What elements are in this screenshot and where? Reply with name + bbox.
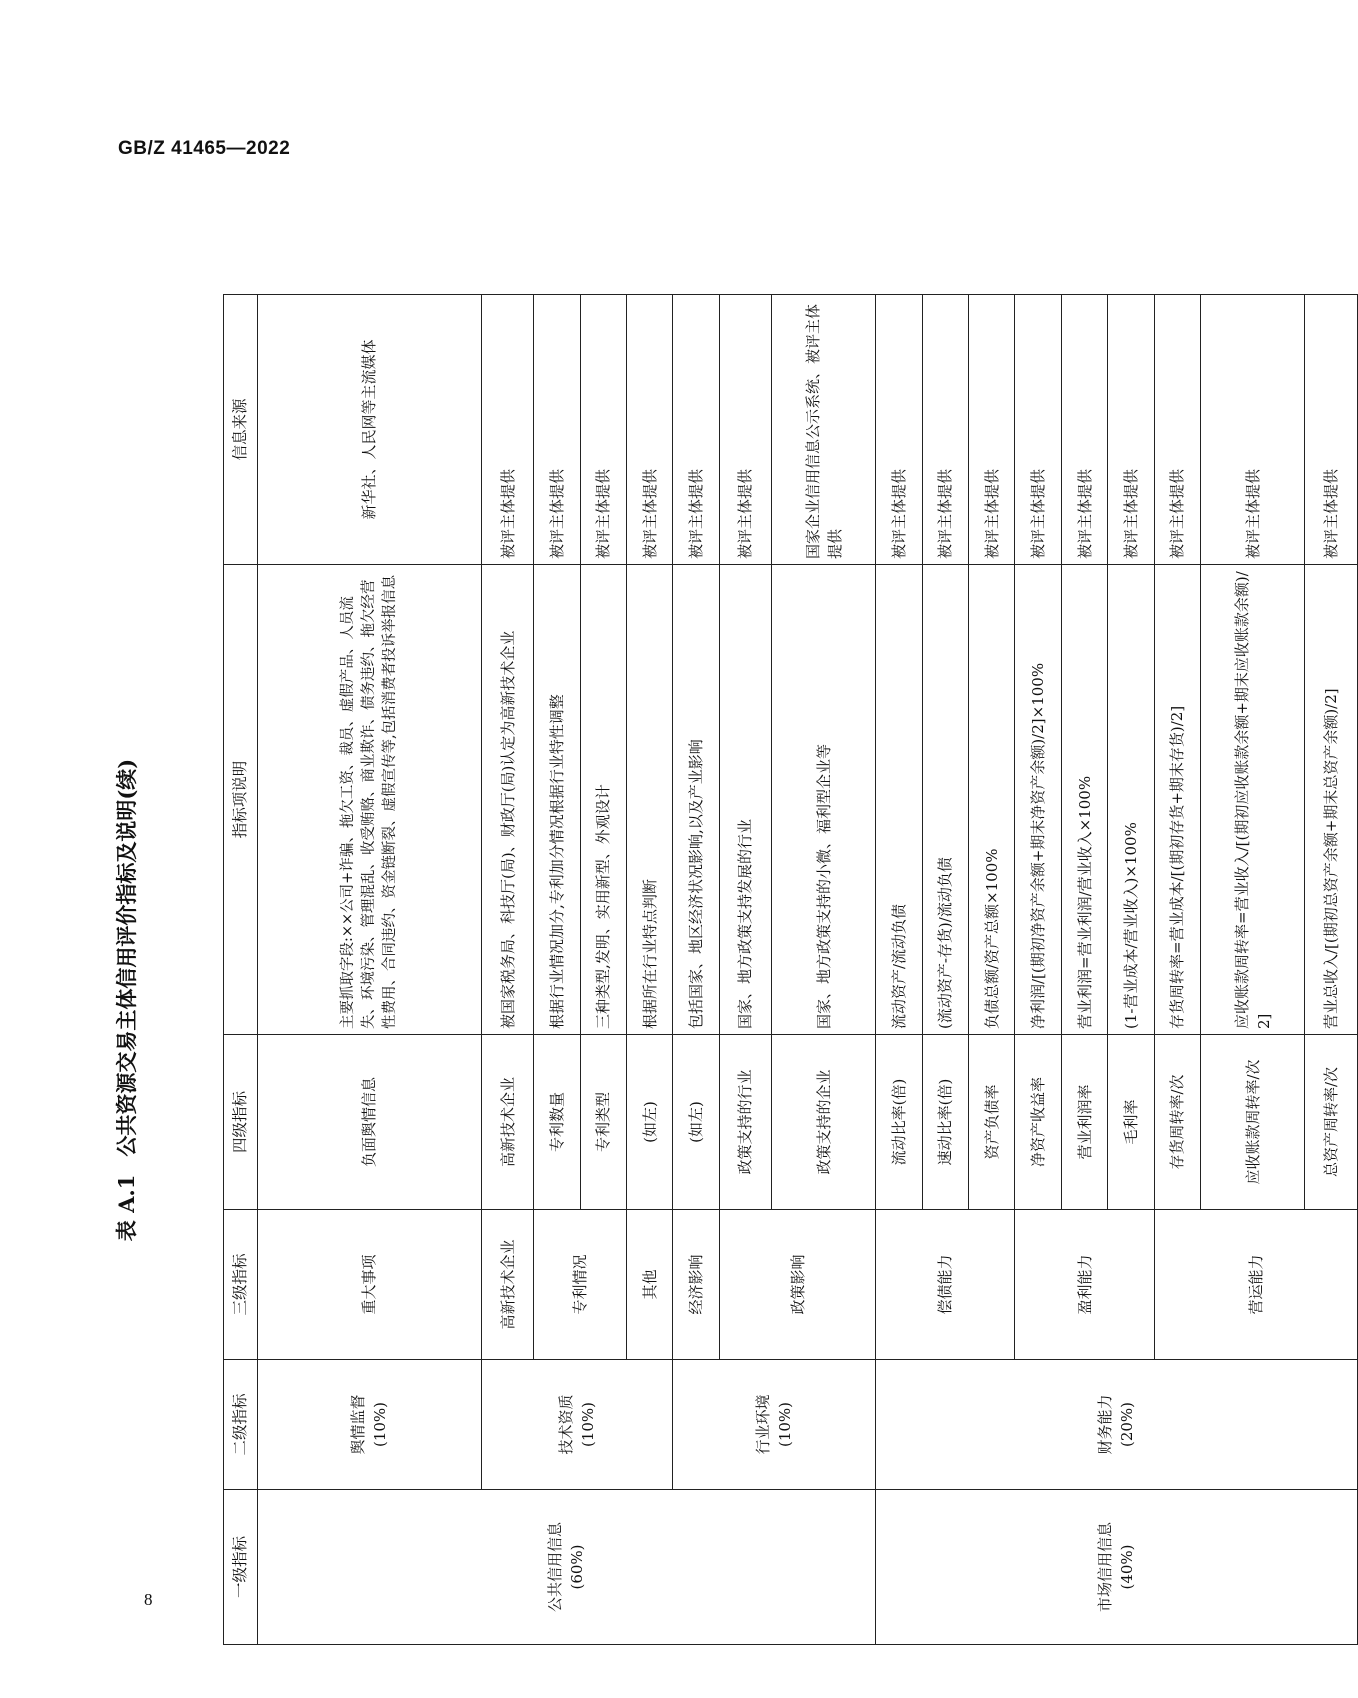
description-cell: 主要抓取字段:××公司+诈骗、拖欠工资、裁员、虚假产品、人员流失、环境污染、管理混乱、收受贿赂、商业欺诈、债务违约、拖欠经营性费用、合同违约、资金链断裂、虚假宣传等,包括消费者投诉举报信息 (257, 565, 482, 1035)
level3-cell: 专利情况 (534, 1210, 627, 1360)
description-cell: 营业利润=营业利润/营业收入×100% (1061, 565, 1107, 1035)
column-header: 一级指标 (223, 1490, 257, 1645)
level2-cell: 技术资质 (10%) (482, 1360, 673, 1490)
level4-cell: 政策支持的行业 (719, 1035, 771, 1210)
level4-cell: 专利数量 (534, 1035, 580, 1210)
level4-cell: 负面舆情信息 (257, 1035, 482, 1210)
page-number: 8 (144, 1590, 153, 1609)
level1-cell: 公共信用信息 (60%) (257, 1490, 876, 1645)
description-cell: 负债总额/资产总额×100% (969, 565, 1015, 1035)
table-row (257, 295, 482, 1645)
level2-cell: 行业环境 (10%) (673, 1360, 876, 1490)
level2-cell: 舆情监督 (10%) (257, 1360, 482, 1490)
level4-cell: 资产负债率 (969, 1035, 1015, 1210)
level4-cell: 净资产收益率 (1015, 1035, 1061, 1210)
table-caption (113, 500, 141, 1500)
level2-cell: 财务能力 (20%) (876, 1360, 1357, 1490)
indicator-table-wrapper (223, 295, 1358, 1645)
description-cell: 被国家税务局、科技厅(局)、财政厅(局)认定为高新技术企业 (482, 565, 534, 1035)
column-header: 三级指标 (223, 1210, 257, 1360)
standard-code: GB/Z 41465—2022 (118, 138, 291, 159)
source-cell: 被评主体提供 (1015, 295, 1061, 565)
description-cell: 净利润/[(期初净资产余额+期末净资产余额)/2]×100% (1015, 565, 1061, 1035)
table-row (482, 295, 534, 1645)
caption-title: 公共资源交易主体信用评价指标及说明(续) (114, 758, 139, 1157)
description-cell: 国家、地方政策支持的小微、福利型企业等 (771, 565, 875, 1035)
source-cell: 被评主体提供 (1305, 295, 1357, 565)
source-cell: 被评主体提供 (969, 295, 1015, 565)
column-header: 二级指标 (223, 1360, 257, 1490)
table-row (876, 295, 922, 1645)
table-header-row (223, 295, 257, 1645)
column-header: 四级指标 (223, 1035, 257, 1210)
description-cell: 根据所在行业特点判断 (627, 565, 673, 1035)
source-cell: 新华社、人民网等主流媒体 (257, 295, 482, 565)
level3-cell: 政策影响 (719, 1210, 876, 1360)
level3-cell: 偿债能力 (876, 1210, 1015, 1360)
level4-cell: 高新技术企业 (482, 1035, 534, 1210)
column-header: 信息来源 (223, 295, 257, 565)
level3-cell: 盈利能力 (1015, 1210, 1154, 1360)
source-cell: 被评主体提供 (534, 295, 580, 565)
description-cell: (1-营业成本/营业收入)×100% (1108, 565, 1154, 1035)
source-cell: 被评主体提供 (1200, 295, 1304, 565)
source-cell: 被评主体提供 (876, 295, 922, 565)
caption-label: 表 A.1 (114, 1174, 139, 1242)
description-cell: 国家、地方政策支持发展的行业 (719, 565, 771, 1035)
source-cell: 被评主体提供 (1154, 295, 1200, 565)
description-cell: (流动资产-存货)/流动负债 (922, 565, 968, 1035)
level4-cell: 应收账款周转率/次 (1200, 1035, 1304, 1210)
description-cell: 包括国家、地区经济状况影响,以及产业影响 (673, 565, 719, 1035)
description-cell: 应收账款周转率=营业收入/[(期初应收账款余额+期末应收账款余额)/2] (1200, 565, 1304, 1035)
level4-cell: 营业利润率 (1061, 1035, 1107, 1210)
level4-cell: 专利类型 (580, 1035, 626, 1210)
description-cell: 流动资产/流动负债 (876, 565, 922, 1035)
level3-cell: 营运能力 (1154, 1210, 1357, 1360)
level4-cell: 速动比率(倍) (922, 1035, 968, 1210)
description-cell: 三种类型,发明、实用新型、外观设计 (580, 565, 626, 1035)
level4-cell: 存货周转率/次 (1154, 1035, 1200, 1210)
source-cell: 被评主体提供 (580, 295, 626, 565)
level4-cell: 总资产周转率/次 (1305, 1035, 1357, 1210)
level4-cell: (如左) (627, 1035, 673, 1210)
source-cell: 被评主体提供 (1108, 295, 1154, 565)
source-cell: 被评主体提供 (482, 295, 534, 565)
indicator-table (223, 294, 1358, 1645)
level3-cell: 经济影响 (673, 1210, 719, 1360)
source-cell: 被评主体提供 (922, 295, 968, 565)
source-cell: 被评主体提供 (627, 295, 673, 565)
level4-cell: 政策支持的企业 (771, 1035, 875, 1210)
source-cell: 被评主体提供 (719, 295, 771, 565)
description-cell: 存货周转率=营业成本/[(期初存货+期末存货)/2] (1154, 565, 1200, 1035)
level4-cell: 毛利率 (1108, 1035, 1154, 1210)
level1-cell: 市场信用信息 (40%) (876, 1490, 1357, 1645)
level3-cell: 其他 (627, 1210, 673, 1360)
level4-cell: (如左) (673, 1035, 719, 1210)
level3-cell: 高新技术企业 (482, 1210, 534, 1360)
column-header: 指标项说明 (223, 565, 257, 1035)
level3-cell: 重大事项 (257, 1210, 482, 1360)
source-cell: 被评主体提供 (1061, 295, 1107, 565)
source-cell: 被评主体提供 (673, 295, 719, 565)
description-cell: 根据行业情况加分,专利加分情况根据行业特性调整 (534, 565, 580, 1035)
table-row (673, 295, 719, 1645)
level4-cell: 流动比率(倍) (876, 1035, 922, 1210)
source-cell: 国家企业信用信息公示系统、被评主体提供 (771, 295, 875, 565)
description-cell: 营业总收入/[(期初总资产余额+期末总资产余额)/2] (1305, 565, 1357, 1035)
